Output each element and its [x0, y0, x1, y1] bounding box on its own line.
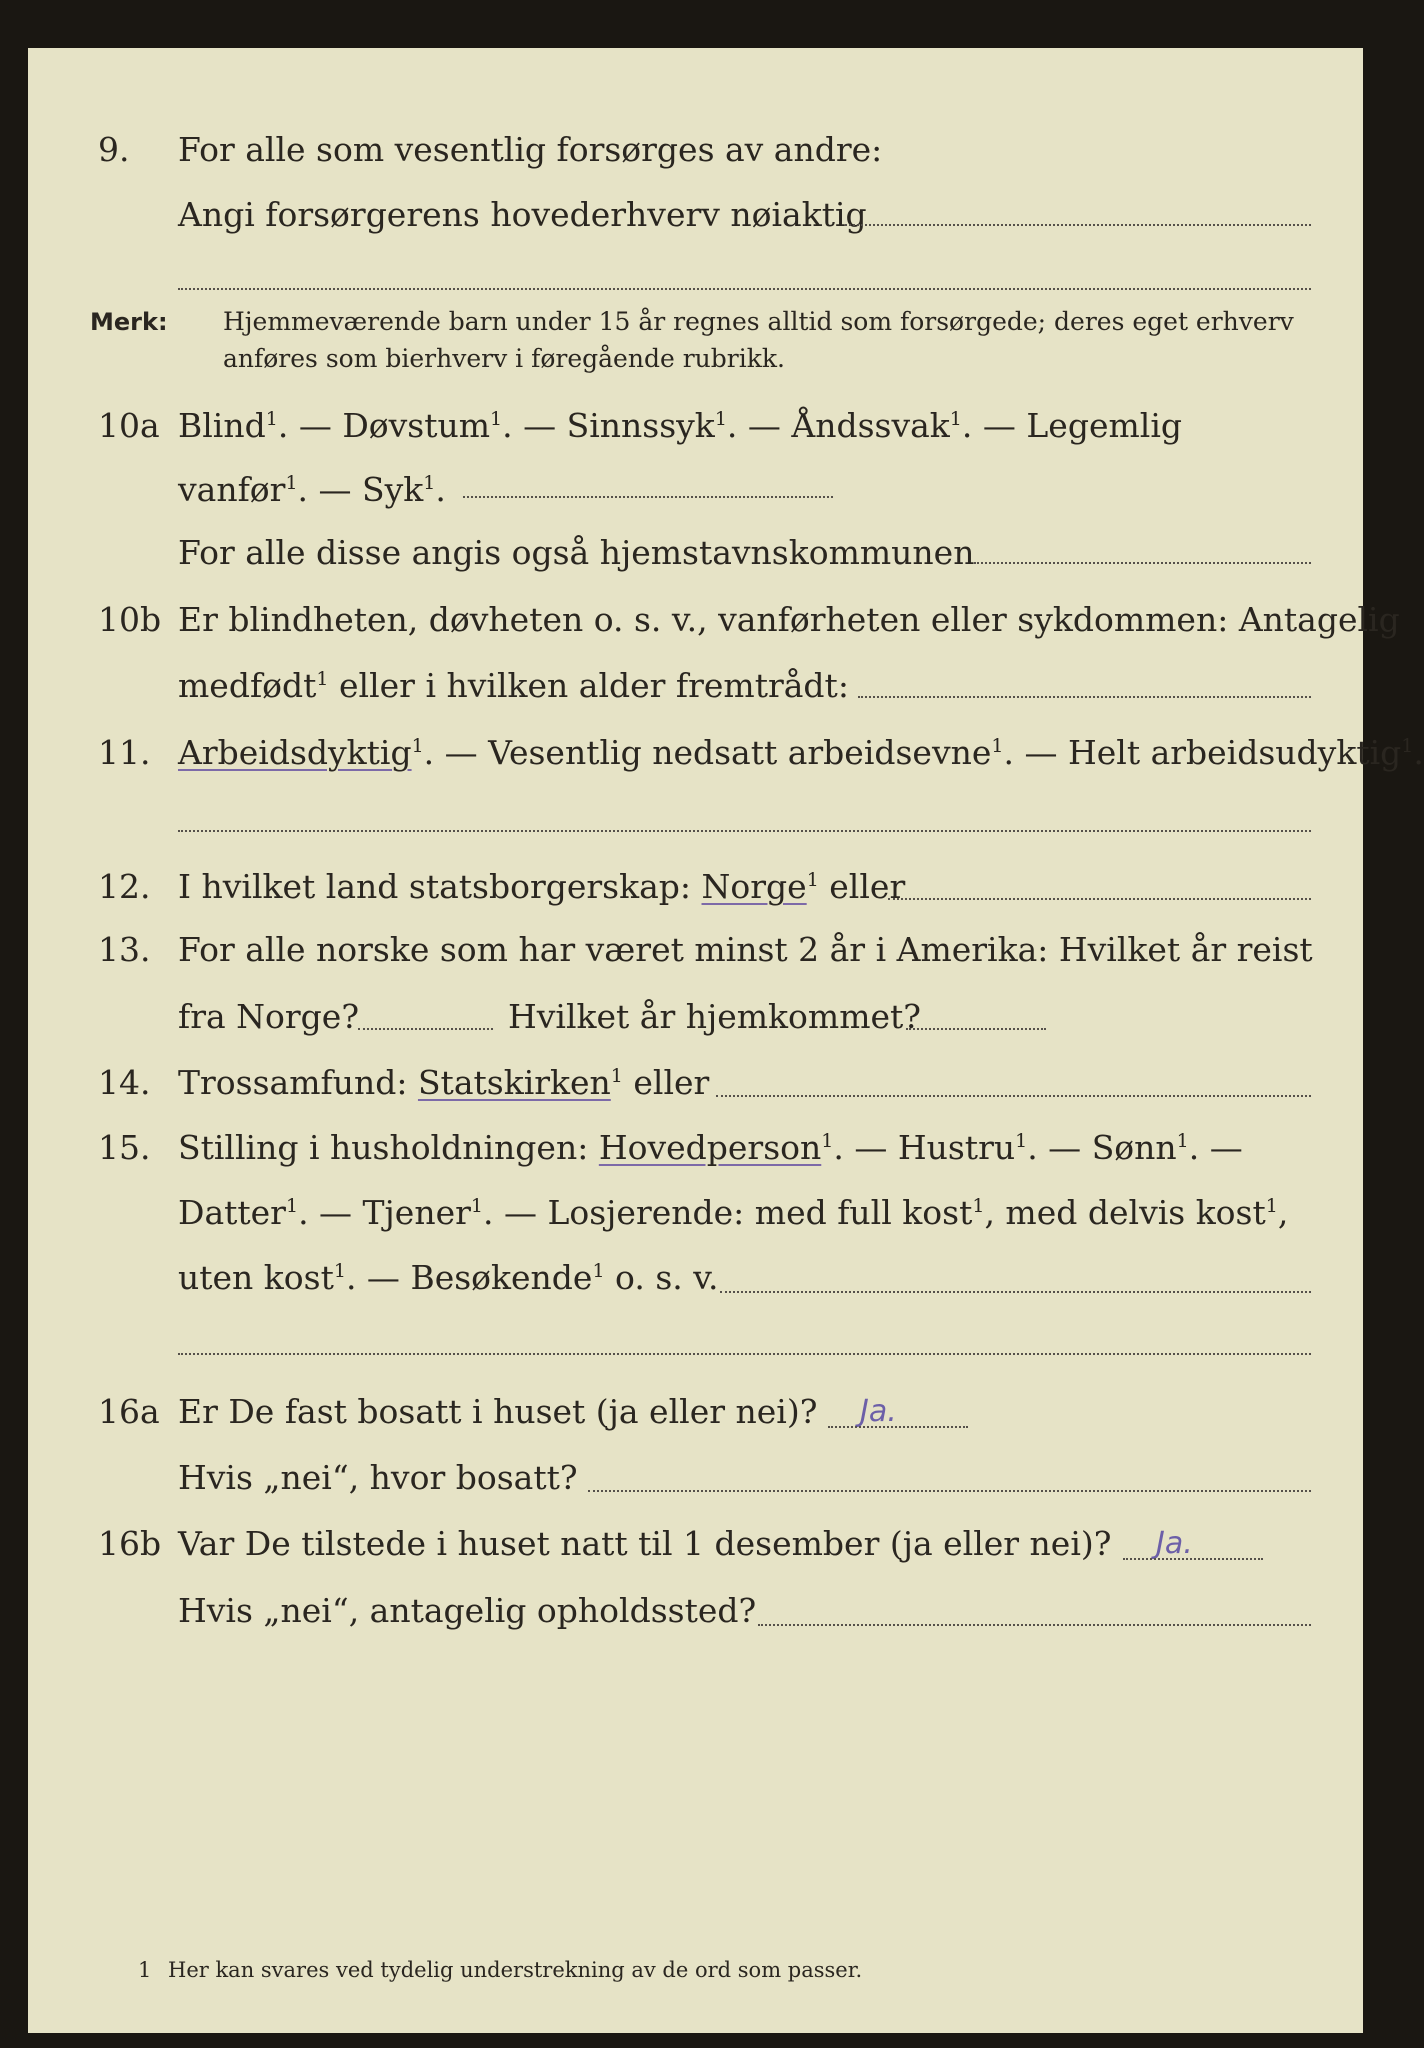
option-besokende[interactable]: Besøkende [410, 1258, 593, 1297]
q16a-number: 16a [98, 1392, 160, 1431]
q11-line1: Arbeidsdyktig$^1$. — Vesentlig nedsatt arbeidsevne$^1$. — Helt arbeidsudyktig$^1$. [178, 733, 1424, 772]
option-dovstum[interactable]: Døvstum [342, 406, 491, 445]
q16a-hvis: Hvis „nei“, hvor bosatt? [178, 1458, 578, 1497]
q13-number: 13. [98, 930, 151, 969]
q9-answer-line-2[interactable] [178, 288, 1311, 290]
q16b-question: Var De tilstede i huset natt til 1 desember (ja eller nei)? [178, 1524, 1112, 1563]
footnote-mark: 1 [138, 1958, 152, 1982]
option-delvis-kost[interactable]: med delvis kost [1005, 1193, 1266, 1232]
option-syk[interactable]: Syk [362, 470, 424, 509]
q14-line1: Trossamfund: Statskirken$^1$ eller [178, 1063, 710, 1102]
q10a-number: 10a [98, 406, 160, 445]
option-norge[interactable]: Norge [701, 867, 807, 906]
option-datter[interactable]: Datter [178, 1193, 286, 1232]
option-full-kost[interactable]: med full kost [754, 1193, 973, 1232]
option-vesentlig-nedsatt[interactable]: Vesentlig nedsatt arbeidsevne [488, 733, 992, 772]
q13-hjem: Hvilket år hjemkommet? [508, 997, 921, 1036]
option-tjener[interactable]: Tjener [362, 1193, 471, 1232]
q16b-opholdssted-line[interactable] [758, 1624, 1311, 1626]
q11-number: 11. [98, 733, 151, 772]
option-legemlig[interactable]: Legemlig [1026, 406, 1182, 445]
q13-line1: For alle norske som har været minst 2 år i Amerika: Hvilket år reist [178, 930, 1313, 969]
q10a-line1: Blind$^1$. — Døvstum$^1$. — Sinnssyk$^1$. — Åndssvak$^1$. — Legemlig [178, 406, 1182, 445]
q10b-answer-line[interactable] [858, 696, 1311, 698]
q13-year-left-line[interactable] [358, 1028, 493, 1030]
q15-line1: Stilling i husholdningen: Hovedperson$^1$. — Hustru$^1$. — Sønn$^1$. — [178, 1128, 1243, 1167]
q10b-line2: medfødt$^1$ eller i hvilken alder fremtrådt: [178, 666, 849, 705]
q16a-bosatt-line[interactable] [588, 1490, 1311, 1492]
q16a-handwritten-answer[interactable]: Ja. [860, 1394, 897, 1429]
q16b-answer-line[interactable] [1123, 1558, 1263, 1560]
q16a-answer-line[interactable] [828, 1426, 968, 1428]
q9-answer-line-1[interactable] [845, 224, 1311, 226]
option-medfodt[interactable]: medfødt [178, 666, 317, 705]
q10b-number: 10b [98, 600, 162, 639]
option-helt-arbeidsudyktig[interactable]: Helt arbeidsudyktig [1067, 733, 1402, 772]
q10b-line1: Er blindheten, døvheten o. s. v., vanførheten eller sykdommen: Antagelig [178, 600, 1400, 639]
option-blind[interactable]: Blind [178, 406, 266, 445]
q9-line2: Angi forsørgerens hovederhverv nøiaktig [178, 195, 867, 234]
q16b-handwritten-answer[interactable]: Ja. [1156, 1526, 1193, 1561]
q16b-number: 16b [98, 1524, 162, 1563]
q16a-question: Er De fast bosatt i huset (ja eller nei)? [178, 1392, 818, 1431]
q9-number: 9. [98, 130, 130, 169]
merk-line1: Hjemmeværende barn under 15 år regnes alltid som forsørgede; deres eget erhverv [223, 307, 1294, 336]
q15-line3: uten kost$^1$. — Besøkende$^1$ o. s. v. [178, 1258, 719, 1297]
option-uten-kost[interactable]: uten kost [178, 1258, 334, 1297]
q10a-hjemstavn-line[interactable] [974, 562, 1311, 564]
option-sonn[interactable]: Sønn [1091, 1128, 1177, 1167]
census-form-page [28, 48, 1424, 2033]
q13-year-returned-line[interactable] [906, 1028, 1046, 1030]
option-andssvak[interactable]: Åndssvak [791, 406, 950, 445]
footnote-text: Her kan svares ved tydelig understrekning av de ord som passer. [168, 1958, 863, 1982]
q14-answer-line[interactable] [716, 1095, 1311, 1097]
q11-answer-line[interactable] [178, 830, 1311, 832]
option-sinnssyk[interactable]: Sinnssyk [566, 406, 715, 445]
q15-line2: Datter$^1$. — Tjener$^1$. — Losjerende: med full kost$^1$, med delvis kost$^1$, [178, 1193, 1289, 1232]
option-vanfor[interactable]: vanfør [178, 470, 286, 509]
q10a-line3: For alle disse angis også hjemstavnskommunen [178, 533, 975, 572]
option-statskirken[interactable]: Statskirken [417, 1063, 611, 1102]
q15-answer-line[interactable] [720, 1291, 1311, 1293]
merk-label: Merk: [90, 308, 168, 336]
q12-number: 12. [98, 867, 151, 906]
q12-answer-line[interactable] [888, 898, 1311, 900]
q12-line1: I hvilket land statsborgerskap: Norge$^1$ eller [178, 867, 906, 906]
q16b-hvis: Hvis „nei“, antagelig opholdssted? [178, 1591, 757, 1630]
merk-line2: anføres som bierhverv i føregående rubrikk. [223, 344, 785, 373]
q13-fra: fra Norge? [178, 997, 360, 1036]
q10a-answer-line[interactable] [463, 496, 833, 498]
option-hustru[interactable]: Hustru [897, 1128, 1016, 1167]
q14-number: 14. [98, 1063, 151, 1102]
option-hovedperson[interactable]: Hovedperson [598, 1128, 822, 1167]
q10a-line2: vanfør$^1$. — Syk$^1$. [178, 470, 446, 509]
q15-answer-line-2[interactable] [178, 1353, 1311, 1355]
q9-line1: For alle som vesentlig forsørges av andre: [178, 130, 883, 169]
option-arbeidsdyktig[interactable]: Arbeidsdyktig [178, 733, 412, 772]
q15-number: 15. [98, 1128, 151, 1167]
